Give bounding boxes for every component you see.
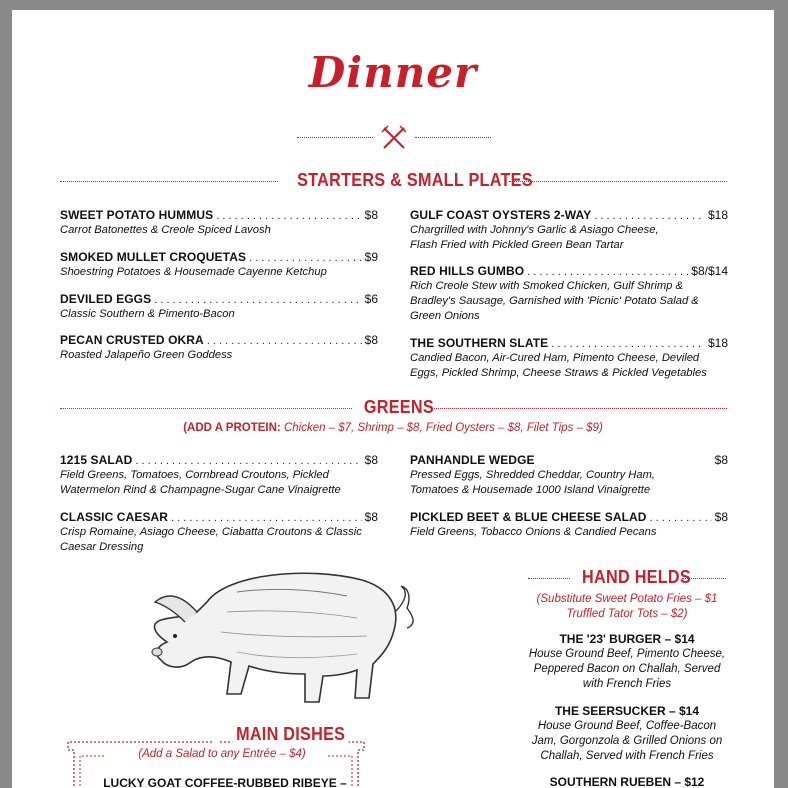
item-price: $6: [364, 292, 378, 306]
item-name: SMOKED MULLET CROQUETAS: [60, 250, 247, 264]
item-desc: Green Onions: [410, 310, 480, 322]
main-dishes-heading: MAIN DISHES: [232, 724, 348, 745]
menu-item: [522, 704, 732, 764]
item-price: $8: [364, 208, 378, 222]
title-divider-left: [297, 137, 373, 138]
item-price: $8: [714, 510, 728, 524]
handhelds-heading: HAND HELDS: [582, 567, 691, 587]
item-name: PECAN CRUSTED OKRA: [60, 333, 204, 347]
item-name: PICKLED BEET & BLUE CHEESE SALAD: [410, 510, 647, 524]
item-name: THE SEERSUCKER – $14: [554, 704, 700, 718]
crossed-fork-knife-icon: [380, 124, 408, 152]
item-desc: House Ground Beef, Coffee-Bacon: [537, 720, 717, 732]
menu-item: [60, 208, 378, 238]
menu-item: [522, 775, 732, 788]
item-name: DEVILED EGGS: [60, 292, 152, 306]
main-dishes-note: (Add a Salad to any Entrée – $4): [138, 748, 306, 760]
menu-item: [410, 453, 728, 498]
menu-item: [60, 510, 378, 555]
item-name: 1215 SALAD: [60, 453, 133, 467]
greens-rule-right: [434, 408, 727, 409]
page-title: Dinner: [308, 48, 478, 97]
handhelds-note: [522, 592, 732, 622]
item-desc: Field Greens, Tomatoes, Cornbread Croutons, Pickled: [60, 469, 329, 481]
title-divider-right: [415, 137, 491, 138]
menu-page: [12, 10, 774, 788]
item-desc: Flash Fried with Pickled Green Bean Tartar: [410, 239, 624, 251]
item-desc: Tomatoes & Housemade 1000 Island Vinaigrette: [410, 484, 651, 496]
item-desc: Crisp Romaine, Asiago Cheese, Ciabatta Croutons & Classic: [60, 526, 362, 538]
handhelds-rule-right: [682, 578, 726, 579]
starters-heading: STARTERS & SMALL PLATES: [297, 170, 533, 190]
item-desc: Field Greens, Tobacco Onions & Candied Pecans: [410, 526, 657, 538]
item-desc: Rich Creole Stew with Smoked Chicken, Gulf Shrimp &: [410, 280, 683, 292]
item-price: $8: [364, 333, 378, 347]
item-desc: Challah, Served with French Fries: [540, 750, 714, 762]
menu-item: [60, 333, 378, 363]
item-desc: Jam, Gorgonzola & Grilled Onions on: [531, 735, 723, 747]
item-desc: Chargrilled with Johnny's Garlic & Asiago Cheese,: [410, 224, 659, 236]
pig-illustration: [137, 562, 422, 710]
item-price: $18: [707, 208, 728, 222]
menu-item: [410, 208, 728, 253]
menu-item: [60, 250, 378, 280]
handhelds-note-line: (Substitute Sweet Potato Fries – $1: [536, 593, 718, 605]
protein-label: (ADD A PROTEIN:: [183, 422, 281, 434]
item-name: THE SOUTHERN SLATE: [410, 336, 549, 350]
item-desc: Pressed Eggs, Shredded Cheddar, Country Ham,: [410, 469, 656, 481]
item-price: $9: [364, 250, 378, 264]
item-name: LUCKY GOAT COFFEE-RUBBED RIBEYE –: [103, 776, 347, 788]
item-desc: House Ground Beef, Pimento Cheese,: [528, 648, 726, 660]
item-name: SWEET POTATO HUMMUS: [60, 208, 214, 222]
menu-item: [410, 264, 728, 324]
item-price: $8: [364, 453, 378, 467]
protein-options: Chicken – $7, Shrimp – $8, Fried Oysters – $8, Filet Tips – $9): [283, 422, 603, 434]
item-desc: Bradley's Sausage, Garnished with 'Picnic' Potato Salad &: [410, 295, 699, 307]
menu-item: [410, 336, 728, 381]
item-price: $8/$14: [691, 264, 728, 278]
menu-item: [60, 453, 378, 498]
item-desc: Eggs, Pickled Shrimp, Cheese Straws & Pickled Vegetables: [410, 367, 707, 379]
item-desc: Classic Southern & Pimento-Bacon: [60, 308, 235, 320]
menu-item: [60, 292, 378, 322]
item-price: $8: [714, 453, 728, 467]
handhelds-note-line: Truffled Tator Tots – $2): [566, 608, 688, 620]
item-desc: Candied Bacon, Air-Cured Ham, Pimento Cheese, Deviled: [410, 352, 700, 364]
item-name: CLASSIC CAESAR: [60, 510, 169, 524]
item-desc: with French Fries: [582, 678, 672, 690]
starters-rule-left: [60, 181, 278, 182]
menu-item: [522, 632, 732, 692]
handhelds-rule-left: [528, 578, 570, 579]
item-name: GULF COAST OYSTERS 2-WAY: [410, 208, 592, 222]
item-name: RED HILLS GUMBO: [410, 264, 525, 278]
starters-rule-right: [509, 181, 727, 182]
menu-item: [410, 510, 728, 540]
item-price: $18: [707, 336, 728, 350]
protein-note: [12, 422, 774, 434]
greens-rule-left: [60, 408, 352, 409]
item-name: SOUTHERN RUEBEN – $12: [549, 775, 705, 788]
item-desc: Roasted Jalapeño Green Goddess: [60, 349, 233, 361]
item-desc: Carrot Batonettes & Creole Spiced Lavosh: [60, 224, 271, 236]
item-desc: Caesar Dressing: [60, 541, 144, 553]
item-desc: Watermelon Rind & Champagne-Sugar Cane Vinaigrette: [60, 484, 341, 496]
item-price: $8: [364, 510, 378, 524]
item-desc: Shoestring Potatoes & Housemade Cayenne Ketchup: [60, 266, 327, 278]
item-name: PANHANDLE WEDGE: [410, 453, 535, 467]
item-name: THE '23' BURGER – $14: [559, 632, 695, 646]
menu-item: [100, 776, 350, 788]
item-desc: Peppered Bacon on Challah, Served: [533, 663, 721, 675]
greens-heading: GREENS: [363, 397, 434, 417]
